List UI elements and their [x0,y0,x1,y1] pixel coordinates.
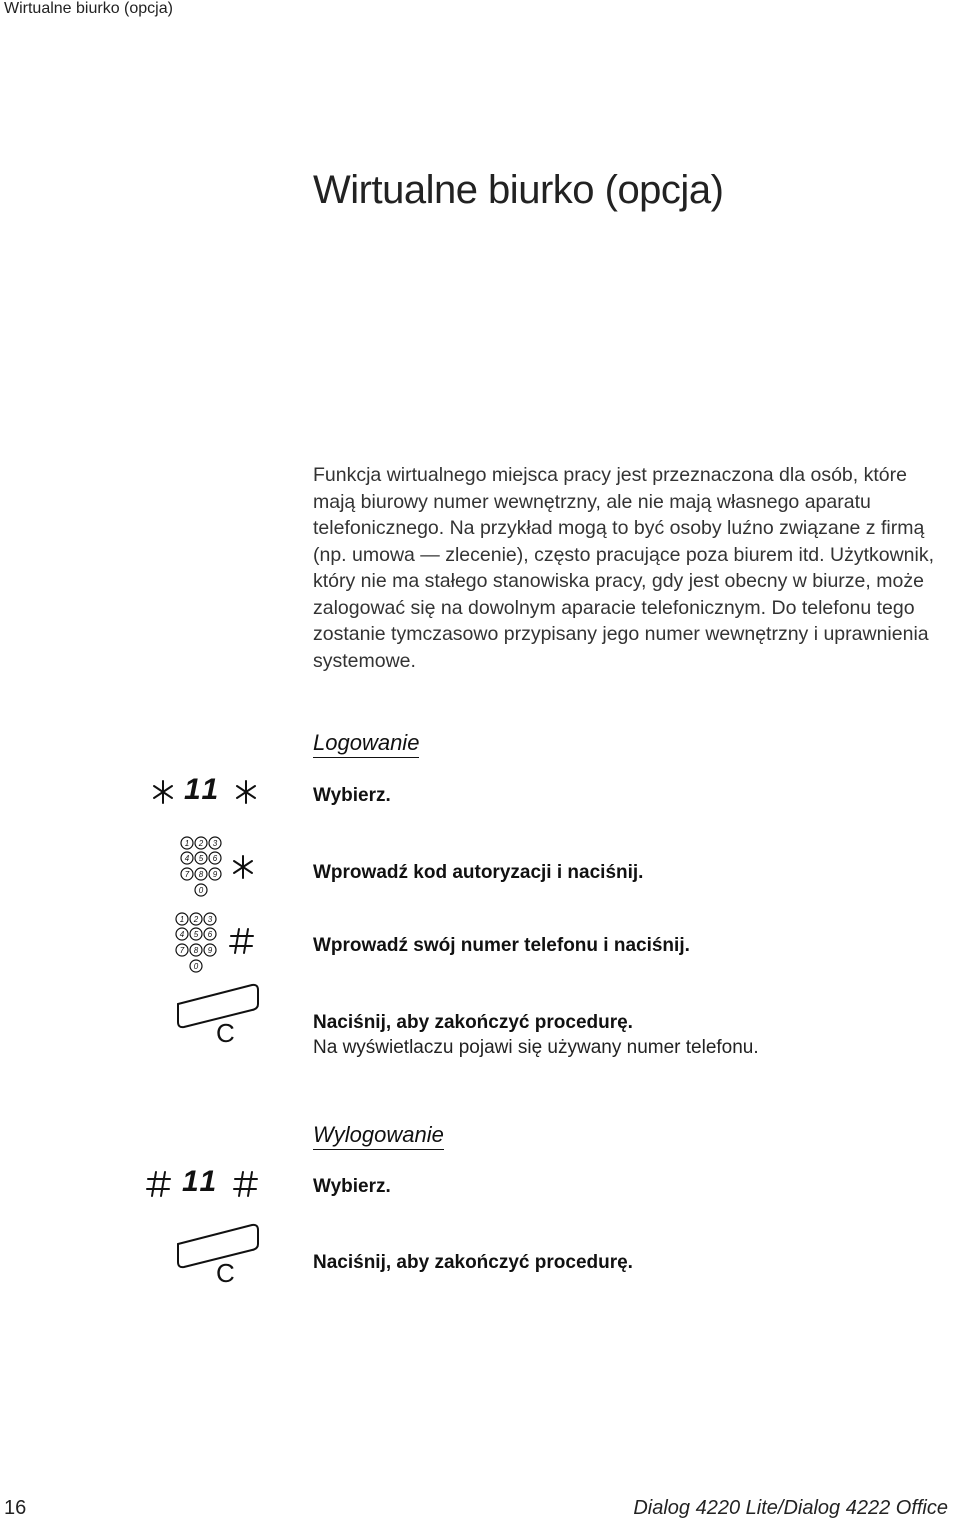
svg-text:2: 2 [193,915,199,924]
clear-key-label: C [216,1258,235,1288]
svg-text:3: 3 [212,839,218,848]
login-heading: Logowanie [313,730,419,758]
svg-text:6: 6 [207,930,213,939]
svg-text:7: 7 [184,870,190,879]
login-step-3: Wprowadź swój numer telefonu i naciśnij. [313,935,690,956]
svg-text:8: 8 [193,946,199,955]
login-step-4-note: Na wyświetlaczu pojawi się używany numer telefonu. [313,1037,759,1058]
svg-text:4: 4 [184,854,190,863]
clear-key-label: C [216,1018,235,1048]
svg-text:9: 9 [207,946,213,955]
page-number: 16 [4,1497,27,1519]
logout-heading: Wylogowanie [313,1122,444,1150]
intro-paragraph: Funkcja wirtualnego miejsca pracy jest przeznaczona dla osób, które mają biurowy numer wewnętrzny, ale nie mają własnego aparatu telefonicznego. Na przykład mogą to być osoby luźno związane z firmą (np. umowa — zlecenie), często pracujące poza biurem itd. Użytkownik, który nie ma stałego stanowiska pracy, gdy jest obecny w biurze, może zalogować się na dowolnym aparacie telefonicznym. Do telefonu tego zostanie tymczasowo przypisany jego numer wewnętrzny i uprawnienia systemowe. [313,464,935,672]
login-code: 11 [184,773,222,806]
logout-step-2: Naciśnij, aby zakończyć procedurę. [313,1252,633,1273]
svg-text:5: 5 [198,854,204,863]
svg-text:7: 7 [179,946,185,955]
logout-step-1: Wybierz. [313,1176,391,1197]
logout-code: 11 [182,1165,220,1198]
svg-text:0: 0 [198,886,204,895]
login-step-1: Wybierz. [313,785,391,806]
login-step-4: Naciśnij, aby zakończyć procedurę. [313,1012,633,1033]
svg-text:8: 8 [198,870,204,879]
login-step-2: Wprowadź kod autoryzacji i naciśnij. [313,862,644,883]
clear-key-icon [172,1222,262,1286]
svg-text:2: 2 [198,839,204,848]
svg-text:5: 5 [193,930,199,939]
keypad-star-icon [180,836,260,900]
svg-text:1: 1 [184,839,190,848]
keypad-hash-icon [175,912,260,976]
svg-text:1: 1 [179,915,185,924]
svg-text:9: 9 [212,870,218,879]
page-title: Wirtualne biurko (opcja) [313,168,724,212]
star-11-star-code-icon [154,774,264,810]
svg-text:3: 3 [207,915,213,924]
clear-key-icon [172,982,262,1046]
running-header: Wirtualne biurko (opcja) [4,0,173,17]
svg-text:6: 6 [212,854,218,863]
hash-11-hash-code-icon [146,1166,261,1202]
footer-product-title: Dialog 4220 Lite/Dialog 4222 Office [633,1497,948,1519]
svg-text:4: 4 [179,930,185,939]
svg-text:0: 0 [193,962,199,971]
